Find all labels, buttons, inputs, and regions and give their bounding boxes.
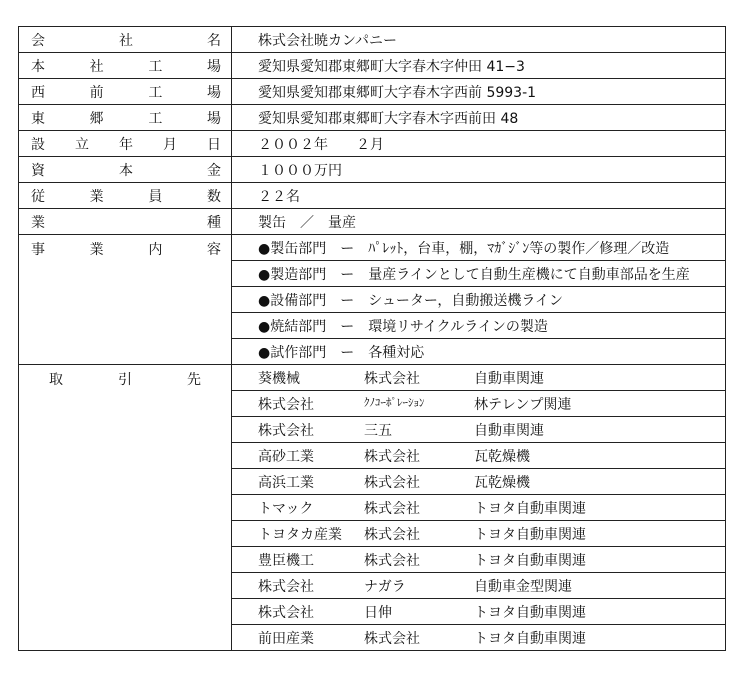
client-field: トヨタ自動車関連 [474, 552, 586, 569]
row-industry [19, 209, 726, 235]
value-company: 株式会社暁カンパニー [232, 27, 726, 53]
label-hq-factory [19, 53, 232, 79]
label-char: 工 [148, 84, 163, 101]
row-west-factory [19, 79, 726, 105]
label-char: 会 [31, 32, 45, 49]
label-char: 金 [207, 162, 221, 179]
label-char: 内 [148, 242, 163, 258]
value-employees: ２２名 [232, 183, 726, 209]
label-char: 名 [207, 32, 221, 49]
client-name: 高砂工業 [258, 448, 314, 465]
value-capital: １０００万円 [232, 157, 726, 183]
label-char: 前 [89, 84, 104, 101]
client-row [232, 469, 726, 495]
client-name: 株式会社 [258, 422, 314, 439]
client-name: トヨタカ産業 [258, 526, 342, 543]
label-char: 西 [31, 84, 45, 101]
client-type: 株式会社 [364, 500, 420, 517]
value-established: ２００２年 ２月 [232, 131, 726, 157]
label-char: 日 [207, 136, 221, 153]
value-industry: 製缶 ／ 量産 [232, 209, 726, 235]
label-char: 社 [89, 58, 104, 75]
client-row [232, 495, 726, 521]
label-char: 郷 [89, 110, 104, 127]
client-type: ナガラ [364, 578, 406, 595]
row-company [19, 27, 726, 53]
row-established [19, 131, 726, 157]
label-char: 従 [31, 188, 45, 205]
client-field: 自動車関連 [474, 422, 544, 439]
client-row [232, 599, 726, 625]
value-hq-factory: 愛知県愛知郡東郷町大字春木字仲田 41−3 [232, 53, 726, 79]
label-west-factory [19, 79, 232, 105]
business-item: ●製缶部門 ー ﾊﾟﾚｯﾄ，台車，棚，ﾏｶﾞｼﾞﾝ等の製作／修理／改造 [232, 235, 726, 261]
row-capital [19, 157, 726, 183]
label-char: 社 [119, 32, 133, 49]
label-char: 年 [119, 136, 133, 153]
client-name: 豊臣機工 [258, 552, 314, 569]
label-char: 種 [207, 214, 221, 231]
label-char: 業 [31, 214, 45, 231]
client-type: 株式会社 [364, 370, 420, 387]
row-east-factory [19, 105, 726, 131]
label-char: 取 [49, 372, 63, 388]
row-employees [19, 183, 726, 209]
client-row [232, 521, 726, 547]
client-name: 株式会社 [258, 578, 314, 595]
client-row [232, 443, 726, 469]
client-type: 株式会社 [364, 526, 420, 543]
label-char: 場 [206, 58, 221, 75]
label-char: 引 [118, 372, 132, 388]
client-field: トヨタ自動車関連 [474, 526, 586, 543]
label-char: 立 [75, 136, 89, 153]
label-char: 容 [206, 242, 221, 258]
client-name: 前田産業 [258, 630, 314, 647]
label-char: 員 [148, 188, 163, 205]
row-clients [19, 365, 726, 391]
client-row [232, 391, 726, 417]
label-industry [19, 209, 232, 235]
value-west-factory: 愛知県愛知郡東郷町大字春木字西前 5993-1 [232, 79, 726, 105]
label-established [19, 131, 232, 157]
client-row [232, 365, 726, 391]
client-field: 自動車関連 [474, 370, 544, 387]
label-char: 本 [119, 162, 133, 179]
label-char: 事 [31, 242, 45, 258]
client-row [232, 547, 726, 573]
client-type: 株式会社 [364, 630, 420, 647]
label-business [19, 235, 232, 365]
client-row [232, 417, 726, 443]
label-char: 月 [163, 136, 177, 153]
label-char: 業 [89, 188, 104, 205]
label-char: 資 [31, 162, 45, 179]
client-name: 株式会社 [258, 396, 314, 413]
business-item: ●設備部門 ー シューター，自動搬送機ライン [232, 287, 726, 313]
label-char: 場 [206, 110, 221, 127]
client-name: 株式会社 [258, 604, 314, 621]
label-char: 先 [187, 372, 201, 388]
client-field: トヨタ自動車関連 [474, 630, 586, 647]
label-char: 場 [206, 84, 221, 101]
client-type: 株式会社 [364, 552, 420, 569]
client-field: 瓦乾燥機 [474, 474, 530, 491]
business-item: ●試作部門 ー 各種対応 [232, 339, 726, 365]
row-business [19, 235, 726, 261]
label-capital [19, 157, 232, 183]
client-type: 株式会社 [364, 448, 420, 465]
client-row [232, 625, 726, 651]
client-name: 高浜工業 [258, 474, 314, 491]
business-item: ●焼結部門 ー 環境リサイクルラインの製造 [232, 313, 726, 339]
label-char: 設 [31, 136, 45, 153]
row-hq-factory [19, 53, 726, 79]
label-char: 業 [89, 242, 104, 258]
client-type: ｸﾉｺｰﾎﾟﾚｰｼｮﾝ [364, 395, 425, 409]
client-field: 自動車金型関連 [474, 578, 572, 595]
client-field: 林テレンプ関連 [474, 396, 572, 413]
client-type: 三五 [364, 422, 392, 439]
value-east-factory: 愛知県愛知郡東郷町大字春木字西前田 48 [232, 105, 726, 131]
label-char: 東 [31, 110, 45, 127]
label-char: 本 [31, 58, 45, 75]
client-field: 瓦乾燥機 [474, 448, 530, 465]
business-item: ●製造部門 ー 量産ラインとして自動生産機にて自動車部品を生産 [232, 261, 726, 287]
client-field: トヨタ自動車関連 [474, 604, 586, 621]
label-company [19, 27, 232, 53]
company-profile-table [18, 26, 726, 651]
client-field: トヨタ自動車関連 [474, 500, 586, 517]
label-char: 工 [148, 110, 163, 127]
label-employees [19, 183, 232, 209]
client-name: 葵機械 [258, 370, 300, 387]
client-type: 株式会社 [364, 474, 420, 491]
client-name: トマック [258, 500, 314, 517]
label-east-factory [19, 105, 232, 131]
client-row [232, 573, 726, 599]
label-clients [19, 365, 232, 651]
label-char: 数 [206, 188, 221, 205]
label-char: 工 [148, 58, 163, 75]
client-type: 日伸 [364, 604, 392, 621]
